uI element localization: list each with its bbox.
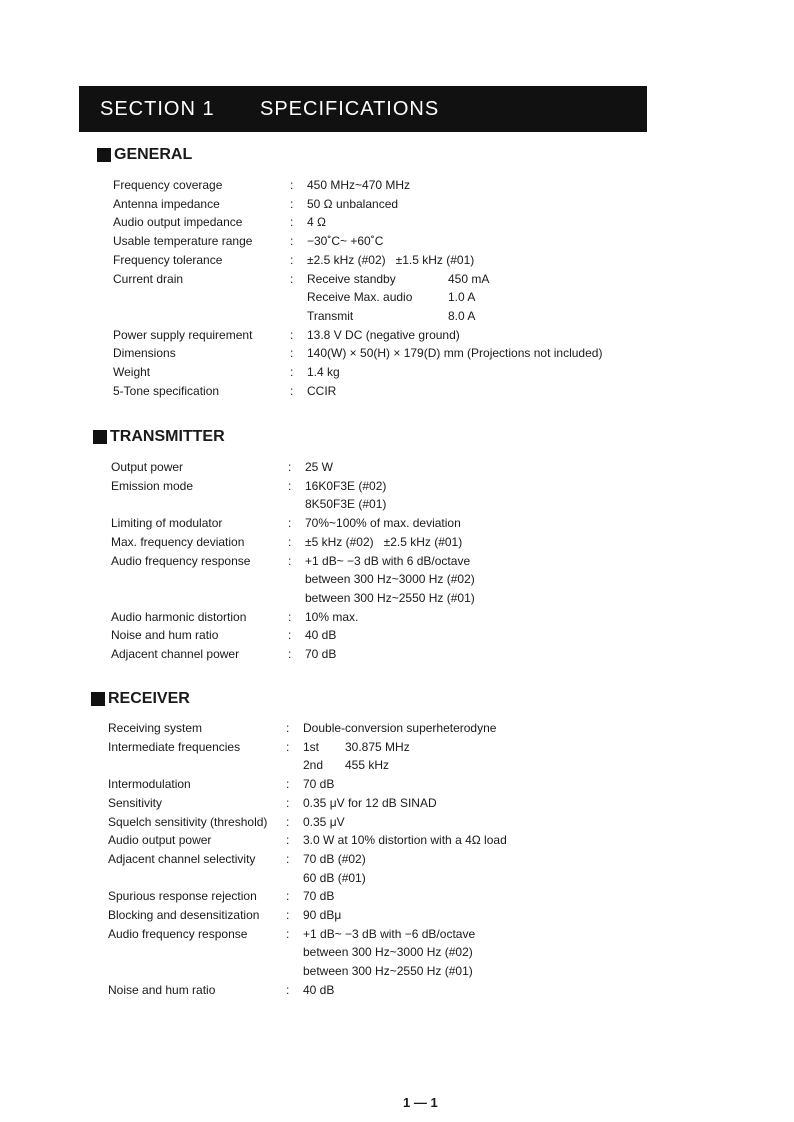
spec-label: Frequency tolerance	[113, 252, 223, 267]
page-number: 1 — 1	[403, 1095, 438, 1110]
spec-value: 3.0 W at 10% distortion with a 4Ω load	[303, 833, 507, 848]
spec-label: Squelch sensitivity (threshold)	[108, 814, 268, 829]
spec-label: Audio frequency response	[111, 553, 251, 568]
spec-value: Receive Max. audio	[307, 290, 413, 305]
spec-colon: :	[286, 739, 290, 754]
spec-value: 4 Ω	[307, 215, 326, 230]
spec-row	[111, 591, 671, 605]
spec-row	[111, 554, 671, 568]
receiver-heading: RECEIVER	[91, 690, 190, 708]
spec-row	[108, 721, 668, 735]
spec-row	[111, 535, 671, 549]
spec-row	[111, 479, 671, 493]
spec-value: ±2.5 kHz (#02) ±1.5 kHz (#01)	[307, 252, 475, 267]
spec-label: Blocking and desensitization	[108, 908, 260, 922]
spec-colon: :	[288, 553, 292, 568]
spec-value: 0.35 μV for 12 dB SINAD	[303, 795, 437, 810]
spec-colon: :	[288, 534, 292, 549]
spec-colon: :	[286, 926, 290, 941]
spec-value: Transmit	[307, 308, 354, 323]
spec-row	[108, 927, 668, 941]
spec-row	[108, 964, 668, 978]
spec-value: 70 dB (#02)	[303, 851, 366, 866]
spec-row	[111, 610, 671, 624]
bullet-square-icon	[97, 148, 111, 162]
spec-row	[113, 290, 673, 304]
spec-colon: :	[288, 478, 292, 493]
spec-row	[113, 253, 673, 267]
spec-colon: :	[290, 327, 294, 342]
spec-colon: :	[286, 814, 290, 829]
spec-row	[108, 777, 668, 791]
spec-colon: :	[288, 628, 292, 643]
spec-value: −30˚C~ +60˚C	[307, 234, 384, 249]
spec-row	[113, 365, 673, 379]
spec-value: 140(W) × 50(H) × 179(D) mm (Projections not included)	[307, 346, 603, 361]
spec-row	[108, 796, 668, 810]
spec-row	[113, 384, 673, 398]
spec-row	[111, 628, 671, 642]
spec-value: 70%~100% of max. deviation	[305, 516, 461, 531]
spec-value: ±5 kHz (#02) ±2.5 kHz (#01)	[305, 534, 463, 549]
spec-colon: :	[290, 271, 294, 286]
section-title: SPECIFICATIONS	[260, 98, 440, 120]
spec-colon: :	[290, 178, 294, 192]
spec-value: 70 dB	[303, 889, 335, 904]
spec-row	[108, 740, 668, 754]
spec-colon: :	[286, 889, 290, 904]
spec-value: 60 dB (#01)	[303, 870, 366, 885]
spec-label: Intermodulation	[108, 777, 191, 792]
bullet-square-icon	[91, 692, 105, 706]
spec-value: 70 dB	[303, 777, 335, 792]
spec-label: Noise and hum ratio	[111, 628, 219, 643]
spec-value: 1st	[303, 739, 320, 754]
spec-row	[108, 815, 668, 829]
spec-label: Usable temperature range	[113, 234, 253, 249]
spec-value: Receive standby	[307, 271, 396, 286]
spec-colon: :	[288, 647, 292, 661]
spec-label: Audio output impedance	[113, 215, 243, 230]
spec-value-secondary: 30.875 MHz	[345, 739, 410, 754]
spec-value: 8K50F3E (#01)	[305, 497, 387, 512]
spec-value: +1 dB~ −3 dB with 6 dB/octave	[305, 553, 471, 568]
spec-colon: :	[290, 365, 294, 379]
spec-colon: :	[286, 982, 290, 997]
spec-label: Output power	[111, 460, 184, 474]
spec-value: 1.4 kg	[307, 365, 340, 379]
spec-value: Double-conversion superheterodyne	[303, 721, 497, 735]
spec-colon: :	[286, 851, 290, 866]
spec-label: Spurious response rejection	[108, 889, 257, 904]
spec-label: Sensitivity	[108, 795, 163, 810]
spec-value-secondary: 1.0 A	[448, 290, 476, 305]
spec-label: Weight	[113, 365, 151, 379]
spec-colon: :	[286, 721, 290, 735]
spec-row	[113, 215, 673, 229]
spec-row	[111, 516, 671, 530]
spec-value: CCIR	[307, 383, 337, 398]
spec-value: between 300 Hz~2550 Hz (#01)	[305, 590, 475, 605]
spec-value-secondary: 455 kHz	[345, 758, 390, 773]
spec-row	[111, 460, 671, 474]
spec-row	[113, 234, 673, 248]
spec-label: Frequency coverage	[113, 178, 223, 192]
spec-value: between 300 Hz~3000 Hz (#02)	[303, 945, 473, 960]
spec-label: 5-Tone specification	[113, 383, 220, 398]
spec-label: Current drain	[113, 271, 184, 286]
spec-colon: :	[288, 609, 292, 624]
spec-row	[108, 852, 668, 866]
spec-colon: :	[288, 460, 292, 474]
section-banner	[79, 86, 647, 132]
spec-label: Audio harmonic distortion	[111, 609, 247, 624]
general-heading: GENERAL	[97, 146, 192, 164]
spec-row	[111, 497, 671, 511]
spec-label: Dimensions	[113, 346, 176, 361]
spec-colon: :	[290, 383, 294, 398]
bullet-square-icon	[93, 430, 107, 444]
spec-row	[108, 908, 668, 922]
spec-colon: :	[286, 833, 290, 848]
spec-row	[113, 197, 673, 211]
spec-colon: :	[290, 346, 294, 361]
spec-value: +1 dB~ −3 dB with −6 dB/octave	[303, 926, 476, 941]
spec-label: Audio frequency response	[108, 926, 248, 941]
spec-colon: :	[286, 777, 290, 792]
spec-row	[113, 346, 673, 360]
spec-row	[108, 983, 668, 997]
spec-value: 40 dB	[305, 628, 337, 643]
spec-row	[108, 889, 668, 903]
spec-value: 40 dB	[303, 982, 335, 997]
spec-value: 450 MHz~470 MHz	[307, 178, 411, 192]
spec-label: Limiting of modulator	[111, 516, 223, 531]
spec-row	[111, 572, 671, 586]
spec-label: Emission mode	[111, 478, 194, 493]
spec-value: 10% max.	[305, 609, 359, 624]
spec-value: 13.8 V DC (negative ground)	[307, 327, 460, 342]
spec-value-secondary: 8.0 A	[448, 308, 476, 323]
spec-row	[108, 758, 668, 772]
spec-label: Antenna impedance	[113, 196, 220, 211]
spec-label: Intermediate frequencies	[108, 739, 241, 754]
spec-label: Audio output power	[108, 833, 212, 848]
spec-row	[108, 945, 668, 959]
spec-row	[108, 833, 668, 847]
spec-colon: :	[288, 516, 292, 531]
spec-value: between 300 Hz~2550 Hz (#01)	[303, 964, 473, 979]
spec-label: Power supply requirement	[113, 327, 253, 342]
spec-colon: :	[290, 196, 294, 211]
spec-row	[113, 178, 673, 192]
spec-label: Receiving system	[108, 721, 203, 735]
spec-value: 16K0F3E (#02)	[305, 478, 387, 493]
spec-colon: :	[286, 908, 290, 922]
spec-row	[111, 647, 671, 661]
spec-value: 70 dB	[305, 647, 337, 661]
spec-label: Max. frequency deviation	[111, 534, 245, 549]
spec-value: 0.35 μV	[303, 814, 345, 829]
spec-colon: :	[290, 215, 294, 230]
spec-row	[108, 871, 668, 885]
section-number: SECTION 1	[100, 98, 215, 120]
spec-row	[113, 272, 673, 286]
spec-row	[113, 309, 673, 323]
transmitter-heading: TRANSMITTER	[93, 428, 225, 446]
spec-colon: :	[290, 252, 294, 267]
spec-row	[113, 328, 673, 342]
spec-value: between 300 Hz~3000 Hz (#02)	[305, 572, 475, 587]
spec-value: 2nd	[303, 758, 324, 773]
spec-colon: :	[290, 234, 294, 249]
spec-label: Adjacent channel power	[111, 647, 240, 661]
spec-value: 25 W	[305, 460, 334, 474]
spec-colon: :	[286, 795, 290, 810]
spec-label: Adjacent channel selectivity	[108, 851, 256, 866]
spec-label: Noise and hum ratio	[108, 982, 216, 997]
spec-value: 90 dBμ	[303, 908, 342, 922]
spec-value-secondary: 450 mA	[448, 271, 490, 286]
spec-value: 50 Ω unbalanced	[307, 196, 399, 211]
